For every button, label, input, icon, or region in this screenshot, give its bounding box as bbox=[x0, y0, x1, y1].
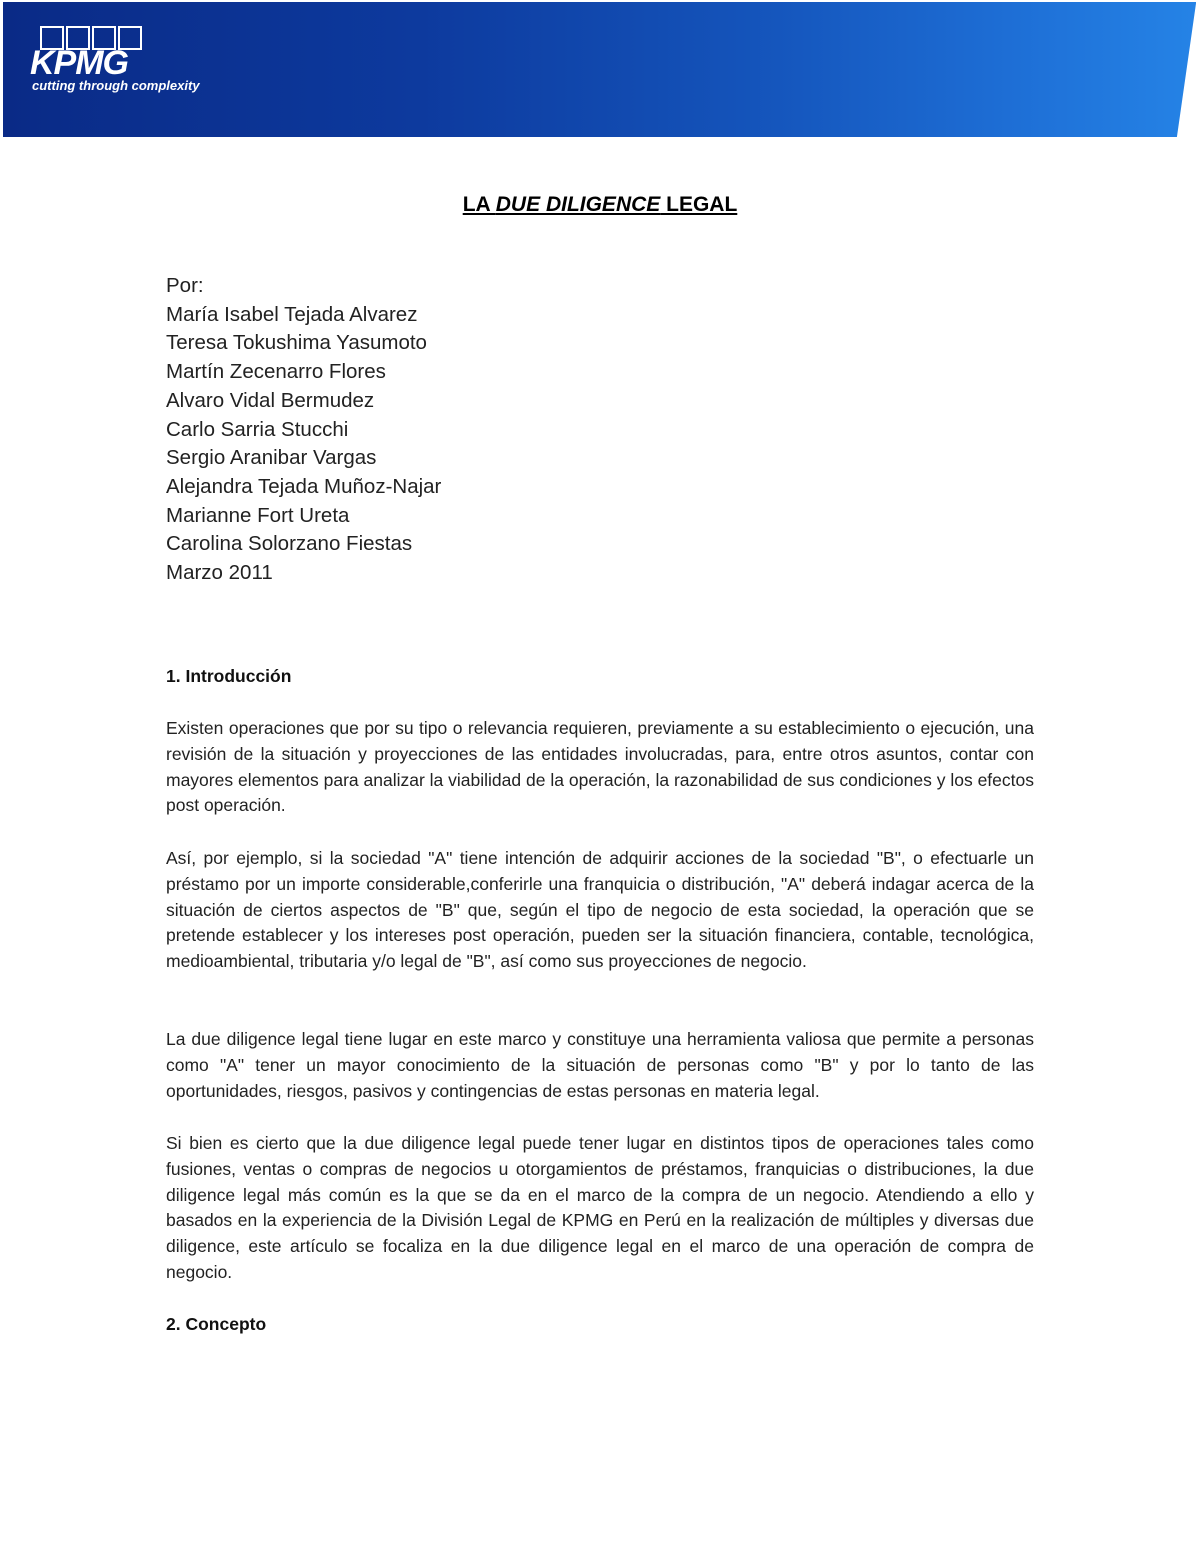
section-heading-concepto: 2. Concepto bbox=[166, 1314, 267, 1334]
logo-wordmark: KPMG bbox=[30, 44, 128, 82]
paragraph: Existen operaciones que por su tipo o relevancia requieren, previamente a su establecimiento o ejecución, una revisión de la situación y proyecciones de las entidades involucradas, para, entre otros asuntos, contar con mayores elementos para analizar la viabilidad de la operación, la razonabilidad de sus condiciones y los efectos post operación. bbox=[166, 718, 1034, 816]
author-name: Teresa Tokushima Yasumoto bbox=[166, 331, 427, 355]
paragraph: Si bien es cierto que la due diligence legal puede tener lugar en distintos tipos de operaciones tales como fusiones, ventas o compras de negocios u otorgamientos de préstamos, franquicias o distribuciones, la due diligence legal más común es la que se da en el marco de la compra de un negocio. Atendiendo a ello y basados en la experiencia de la División Legal de KPMG en Perú en la realización de múltiples y diversas due diligence, este artículo se focaliza en la due diligence legal en el marco de una operación de compra de negocio. bbox=[166, 1133, 1034, 1282]
author-name: Martín Zecenarro Flores bbox=[166, 360, 386, 384]
author-name: Alvaro Vidal Bermudez bbox=[166, 388, 375, 412]
paragraph: Así, por ejemplo, si la sociedad "A" tiene intención de adquirir acciones de la sociedad "B", o efectuarle un préstamo por un importe considerable,conferirle una franquicia o distribución, "A" deberá indagar acerca de la situación de ciertos aspectos de "B" que, según el tipo de negocio de esta sociedad, la operación que se pretende establecer y los intereses post operación, pueden ser la situación financiera, contable, tecnológica, medioambiental, tributaria y/o legal de "B", así como sus proyecciones de negocio. bbox=[166, 848, 1034, 972]
document-date: Marzo 2011 bbox=[166, 561, 273, 585]
authors-label: Por: bbox=[166, 274, 204, 297]
author-name: Alejandra Tejada Muñoz-Najar bbox=[166, 474, 442, 498]
author-name: Marianne Fort Ureta bbox=[166, 503, 350, 527]
paragraph: La due diligence legal tiene lugar en este marco y constituye una herramienta valiosa que permite a personas como "A" tener un mayor conocimiento de la situación de personas como "B" y por lo tanto de las oportunidades, riesgos, pasivos y contingencias de estas personas en materia legal. bbox=[166, 1029, 1034, 1101]
author-name: Carolina Solorzano Fiestas bbox=[166, 532, 413, 556]
document-title: LA DUE DILIGENCE LEGAL bbox=[462, 193, 738, 216]
author-name: Sergio Aranibar Vargas bbox=[166, 446, 377, 470]
logo-tagline: cutting through complexity bbox=[32, 78, 200, 93]
header-band bbox=[3, 2, 1196, 137]
author-name: María Isabel Tejada Alvarez bbox=[166, 302, 418, 326]
section-heading-introduccion: 1. Introducción bbox=[166, 666, 292, 686]
author-name: Carlo Sarria Stucchi bbox=[166, 417, 349, 441]
authors-block bbox=[166, 272, 441, 588]
